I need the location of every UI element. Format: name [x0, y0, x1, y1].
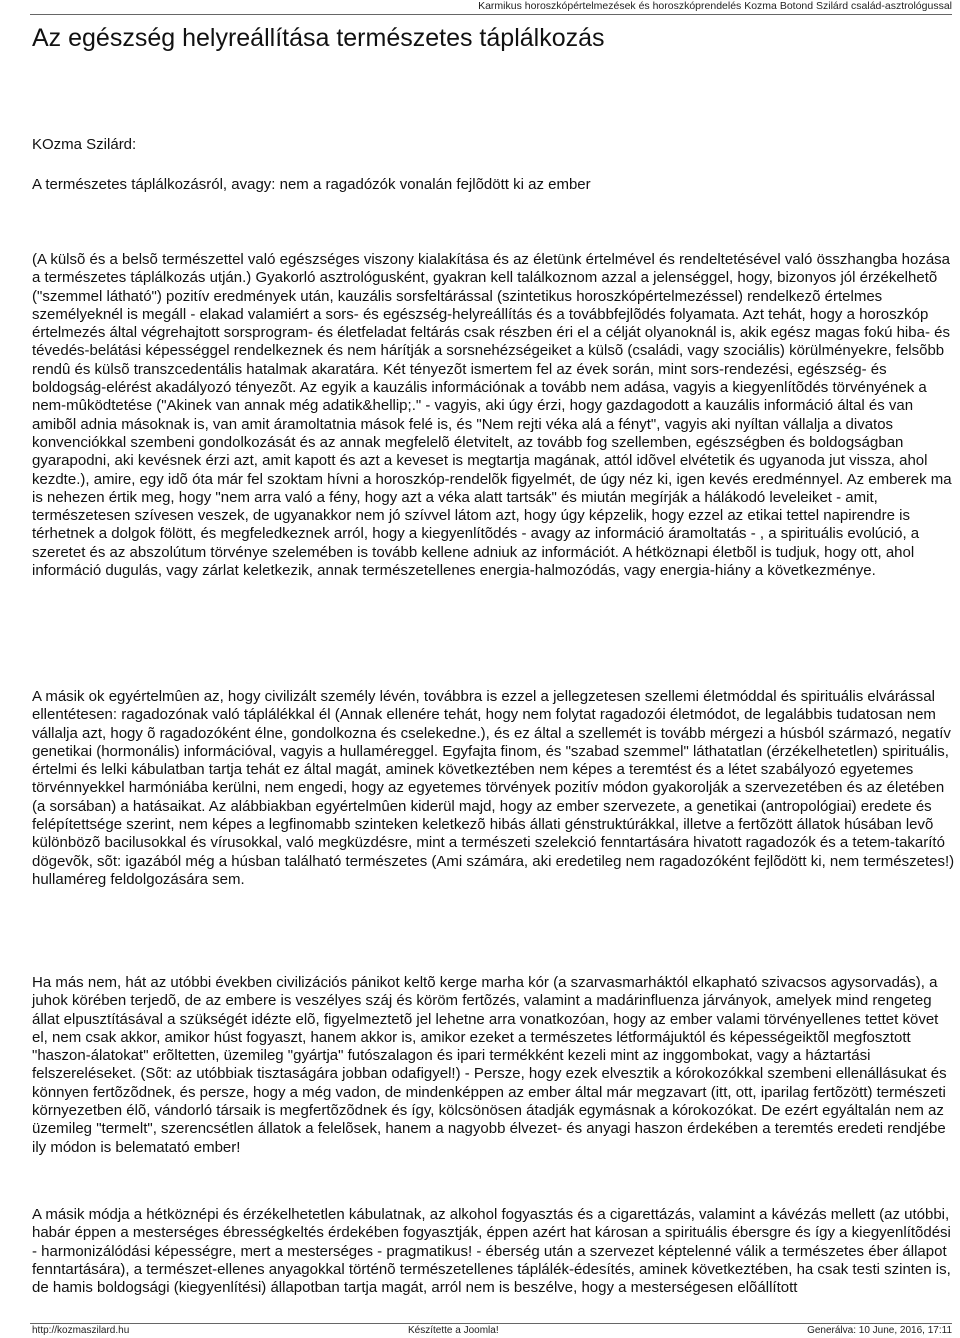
article-body-block-4 [32, 1206, 958, 1297]
footer-url-link[interactable]: http://kozmaszilard.hu [32, 1325, 130, 1336]
top-divider [30, 14, 952, 15]
footer-divider [30, 1323, 952, 1324]
page-title: Az egészség helyreállítása természetes táplálkozás [32, 24, 605, 52]
article-paragraph: A másik módja a hétköznépi és érzékelhetetlen kábulatnak, az alkohol fogyasztás és a cigarettázás, valamint a kávézás mellett (az utóbbi, habár éppen a mesterséges ébrességkeltés érdekében fogyasztják, éppen azért hat károsan a spirituális ébersgre és így a kiegyenlítõdési - harmonizálódási képességre, mert a mesterséges - pragmatikus! - éberség után a szervezet képtelenné válik a természetes éber állapot fenntartására), a természet-ellenes anyagokkal történõ természetellenes táplálék-édesítés, aminek következtében, ha csak testi szinten is, de hamis boldogsági (kiegyenlítési) állapotban tartja magát, arról nem is beszélve, hogy a mesterségesen elõállított [32, 1206, 951, 1297]
article-paragraph: Ha más nem, hát az utóbbi években civilizációs pánikot keltõ kerge marha kór (a szarvasmarháktól elkapható szivacsos agysorvadás), a juhok körében terjedõ, de az embere is veszélyes száj és köröm fertõzés, valamint a madárinfluenza járványok, amelyek mind rengeteg állat elpusztításával a szükségét idézte elõ, figyelmeztetõ jel lehetne arra vonatkozóan, hogy az ember valami törvényellenes tettet követ el, nem csak akkor, amikor húst fogyaszt, hanem akkor is, amikor ezeket a természetes létformájuktól és képességeiktõl megfosztott "haszon-álatokat" erõltetten, üzemileg "gyártja" futószalagon és ipari termékként kezeli mint az inggombokat, vagy a háztartási felszereléseket. (Sõt: az utóbbiak tisztaságára jobban odafigyel!) - Persze, hogy ezek elvesztik a kórokozókkal szembeni ellenállásukat és könnyen fertõzõdnek, és persze, hogy a még vadon, de mindenképpen az ember által már megzavart (itt, ott, iparilag fertõzött) természeti környezetben élõ, vándorló társaik is megfertõzõdnek és így, kölcsönösen átadják egymásnak a kórokozókat. De ezért egyáltalán nem az üzemileg "termelt", szerencsétlen állatok a felelõsek, hanem a nagyobb élvezet- és anyagi haszon érdekében a teremtés eredeti rendjébe ily módon is belematató ember! [32, 974, 947, 1156]
top-banner: Karmikus horoszkópértelmezések és horoszkóprendelés Kozma Botond Szilárd család-asztrológussal [478, 0, 952, 12]
article-subtitle: A természetes táplálkozásról, avagy: nem a ragadózók vonalán fejlõdött ki az ember [32, 176, 591, 193]
article-author: KOzma Szilárd: [32, 136, 137, 153]
article-body-block-1 [32, 251, 958, 580]
article-body-block-2 [32, 688, 958, 889]
article-paragraph: A másik ok egyértelmûen az, hogy civilizált személy lévén, továbbra is ezzel a jellegzetesen szellemi életmóddal és spirituális elvárással ellentétesen: ragadozónak való táplálékkal él (Annak ellenére tehát, hogy nem folytat ragadozói életmódot, de legalábbis tudatosan nem vállalja azt, hogy õ ragadozóként élne, gondolkozna és cselekedne.), és ez által a szellemét is tovább mérgezi a húsból származó, negatív genetikai (hormonális) információval, vagyis a hullaméreggel. Egyfajta finom, és "szabad szemmel" láthatatlan (érzékelhetetlen) spirituális, értelmi és lelki kábulatban tartja tehát ez által magát, aminek következtében nem képes a teremtést és a létet szabályozó egyetemes törvénnyekkel harmóniába kerülni, nem engedi, hogy az egyetemes törvények pozitív módon gyakorolják a szervezetében és az életében (a sorsában) a hatásaikat. Az alábbiakban egyértelmûen kiderül majd, hogy az ember szervezete, a genetikai (antropológiai) eredete és felépítettsége szerint, nem képes a legfinomabb szinteken keletkezõ hibás állati génstruktúrákkal, illetve a fertõzött állatok húsában levõ különbözõ bacilusokkal és vírusokkal, való megküzdésre, mint a természeti szelekció fenntartására hivatott ragadozók és a tetem-takarító dögevõk, sõt: igazából még a húsban található természetes (Ami számára, aki eredetileg nem ragadozóként fejlõdött ki, nem természetes!) hullaméreg feldolgozására sem. [32, 688, 955, 888]
footer-made-with: Készítette a Joomla! [408, 1325, 499, 1336]
article-body-block-3 [32, 974, 958, 1157]
footer-generated-date: Generálva: 10 June, 2016, 17:11 [807, 1325, 952, 1336]
article-paragraph: (A külsõ és a belsõ természettel való egészséges viszony kialakítása és az életünk értelmével és rendeltetésével való összhangba hozása a természetes táplálkozás utján.) Gyakorló asztrológusként, gyakran kell találkoznom azzal a jelenséggel, hogy, bizonyos jól érzékelhetõ ("szemmel látható") pozitív eredmények után, kauzális sorsfeltárással (szintetikus horoszkópértelmezéssel) rendelkezõ értelmes személyeknél is megáll - elakad valamiért a sors- és egészség-helyreállítás és a továbbfejlõdés folyamata. Azt tehát, hogy a horoszkóp értelmezés által végrehajtott sorsprogram- és életfeladat feltárás csak részben éri el a célját olyanoknál is, akik egész magas fokú hiba- és tévedés-belátási képességgel rendelkeznek és nem hárítják a sorsnehézségeiket a külsõ (családi, vagy szociális) körülményekre, felsõbb rendû és külsõ transzcedentális hatalmak akaratára. Két tényezõt ismertem fel az évek során, mint sors-rendezési, egészség- és boldogság-elérést akadályozó tényezõt. Az egyik a kauzális információnak a tovább nem adása, vagyis a kiegyenlítõdés törvényének a nem-mûködtetése ("Akinek van annak még adatik&hellip;." - vagyis, aki úgy érzi, hogy gazdagodott a kauzális információ által és van amibõl adnia másoknak is, van amit áramoltatnia mások felé is, és "Nem rejti véka alá a fényt", vagyis aki nyíltan vállalja a divatos konvenciókkal szembeni gondolkozását és az annak megfelelõ életvitelt, az tovább fog szellemben, egészségben és boldogságban gyarapodni, aki kevésnek érzi azt, amit kapott és azt a keveset is megtartja magának, attól idõvel elvétetik és ugyanoda jut vissza, ahol kezdte.), amire, egy idõ óta már fel szoktam hívni a horoszkóp-rendelõk figyelmét, de úgy néz ki, igen kevés eredménnyel. Az emberek ma is nehezen értik meg, hogy "nem arra való a fény, hogy azt a véka alatt tartsák" és miután megírják a hálákodó leveleiket - amit, természetesen szívesen veszek, de ugyanakkor nem jó szívvel látom azt, hogy úgy képzelik, hogy ezzel az etikai tettel napirendre is térhetnek a dolgok fölött, és megfeledkeznek arról, hogy a kiegyenlítõdés - avagy az információ áramoltatás - , a spirituális evolúció, a szeretet és az abszolútum törvénye szelemében is tovább kellene adniuk az információt. A hétköznapi életbõl is tudjuk, hogy ott, ahol információ dugulás, vagy zárlat keletkezik, annak természetellenes energia-halmozódás, vagy energia-hiány a következménye. [32, 251, 952, 580]
